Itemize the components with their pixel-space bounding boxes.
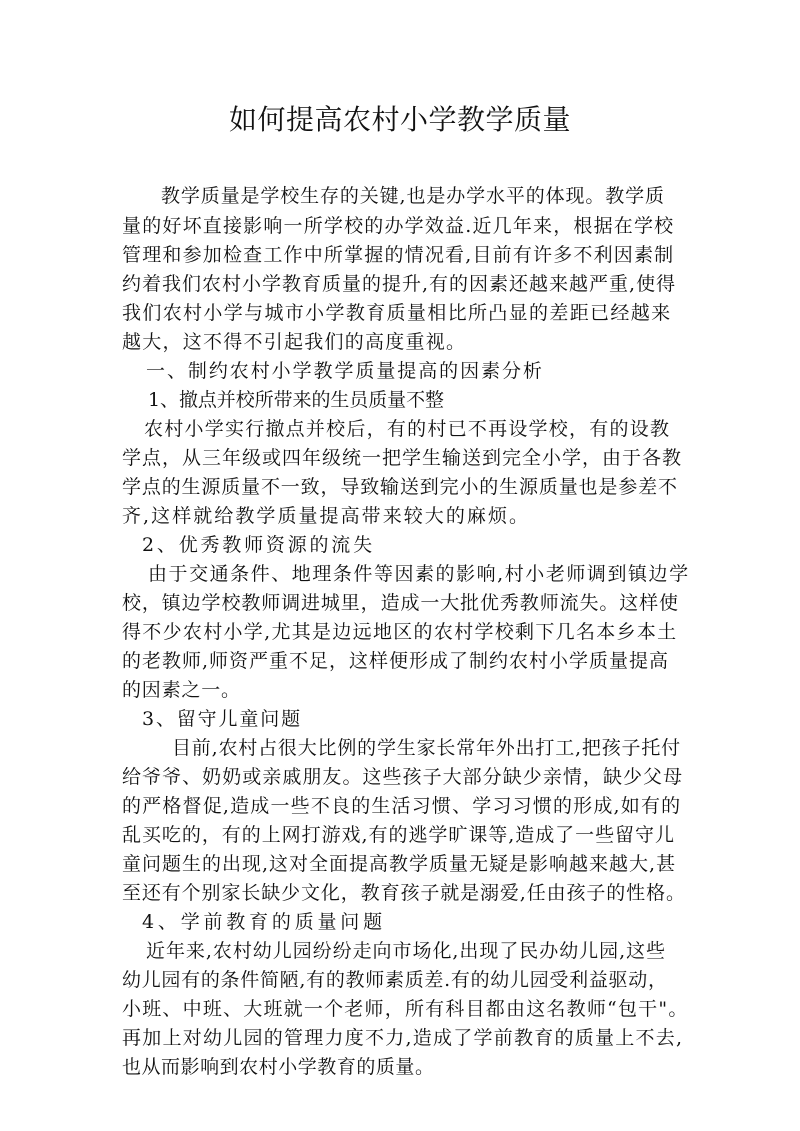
subsection-heading: 1、撤点并校所带来的生员质量不整 bbox=[148, 389, 444, 411]
subsection-heading: 2、优秀教师资源的流失 bbox=[142, 534, 375, 556]
body-line: 得不少农村小学,尤其是边远地区的农村学校剩下几名本乡本土 bbox=[122, 621, 678, 643]
body-line: 的老教师,师资严重不足，这样便形成了制约农村小学质量提高 bbox=[122, 650, 670, 672]
body-line: 量的好坏直接影响一所学校的办学效益.近几年来，根据在学校 bbox=[122, 215, 675, 237]
body-line: 给爷爷、奶奶或亲戚朋友。这些孩子大部分缺少亲情，缺少父母 bbox=[122, 766, 684, 788]
body-line: 再加上对幼儿园的管理力度不力,造成了学前教育的质量上不去, bbox=[122, 1027, 684, 1049]
body-line: 的严格督促,造成一些不良的生活习惯、学习习惯的形成,如有的 bbox=[122, 795, 682, 817]
body-line: 由于交通条件、地理条件等因素的影响,村小老师调到镇边学 bbox=[148, 563, 690, 585]
body-line: 童问题生的出现,这对全面提高教学质量无疑是影响越来越大,甚 bbox=[122, 853, 677, 875]
body-line: 至还有个别家长缺少文化，教育孩子就是溺爱,任由孩子的性格。 bbox=[122, 882, 686, 904]
body-line: 我们农村小学与城市小学教育质量相比所凸显的差距已经越来 bbox=[122, 302, 672, 324]
body-line: 农村小学实行撤点并校后，有的村已不再设学校，有的设教 bbox=[144, 418, 671, 440]
body-line: 近年来,农村幼儿园纷纷走向市场化,出现了民办幼儿园,这些 bbox=[146, 940, 666, 962]
body-line: 学点，从三年级或四年级统一把学生输送到完全小学，由于各教 bbox=[122, 447, 683, 469]
body-line: 也从而影响到农村小学教育的质量。 bbox=[122, 1056, 435, 1078]
body-line: 目前,农村占很大比例的学生家长常年外出打工,把孩子托付 bbox=[172, 737, 681, 759]
body-line: 校，镇边学校教师调进城里，造成一大批优秀教师流失。这样使 bbox=[122, 592, 679, 614]
body-line: 越大，这不得不引起我们的高度重视。 bbox=[122, 331, 467, 353]
body-line: 教学质量是学校生存的关键,也是办学水平的体现。教学质 bbox=[161, 185, 665, 207]
body-line: 小班、中班、大班就一个老师，所有科目都由这名教师“包干"。 bbox=[122, 998, 689, 1020]
body-line: 学点的生源质量不一致，导致输送到完小的生源质量也是参差不 bbox=[122, 476, 678, 498]
document-title: 如何提高农村小学教学质量 bbox=[228, 103, 571, 136]
body-line: 管理和参加检查工作中所掌握的情况看,目前有许多不利因素制 bbox=[122, 244, 675, 266]
body-line: 的因素之一。 bbox=[122, 679, 241, 701]
body-line: 幼儿园有的条件简陋,有的教师素质差.有的幼儿园受利益驱动， bbox=[122, 969, 668, 991]
body-line: 齐,这样就给教学质量提高带来较大的麻烦。 bbox=[122, 505, 531, 527]
body-line: 乱买吃的，有的上网打游戏,有的逃学旷课等,造成了一些留守儿 bbox=[122, 824, 675, 846]
body-line: 约着我们农村小学教育质量的提升,有的因素还越来越严重,使得 bbox=[122, 273, 677, 295]
subsection-heading: 4、学前教育的质量问题 bbox=[142, 911, 386, 933]
subsection-heading: 3、留守儿童问题 bbox=[142, 708, 302, 730]
section-heading: 一、制约农村小学教学质量提高的因素分析 bbox=[146, 360, 544, 382]
